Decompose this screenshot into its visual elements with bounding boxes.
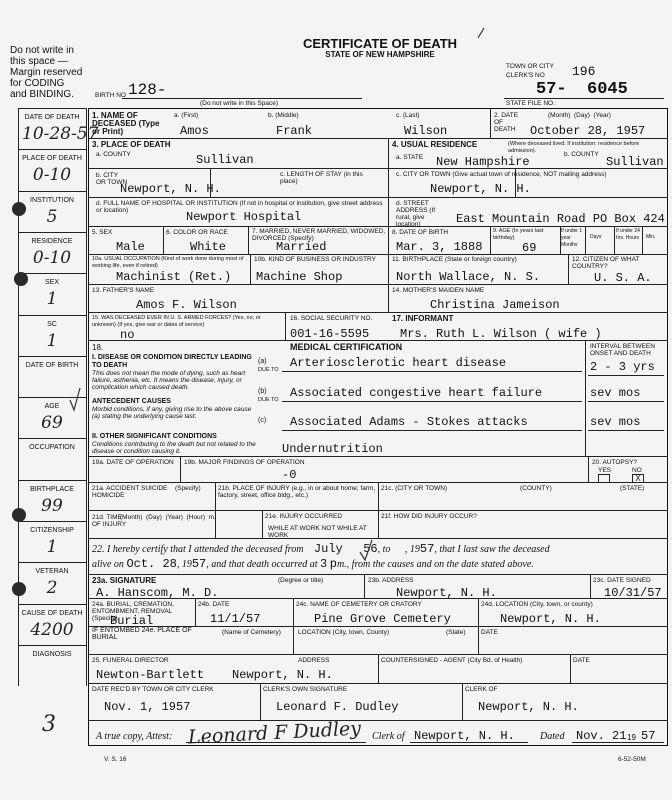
cemetery-label: 24c. NAME OF CEMETERY OR CRATORY [296,601,422,608]
burial-date-label: 24b. DATE [198,601,230,608]
autopsy-no: NO [632,467,642,474]
occupation: Machinist (Ret.) [116,270,232,284]
cause-letter: (b) [258,388,267,395]
side-value: 2 [46,578,58,599]
clerk-no-label: CLERK'S NO [506,72,545,79]
op-findings-label: 19b. MAJOR FINDINGS OF OPERATION [184,459,305,466]
side-label: RESIDENCE [31,237,73,245]
side-label: SEX [44,279,59,287]
sex: Male [116,240,145,254]
state-file-label: STATE FILE NO. [506,100,555,107]
burial-a-label: 24a. BURIAL, CREMATION, ENTOMBMENT, REMOVAL (Specify) [92,601,174,622]
citizen-label: 12. CITIZEN OF WHAT COUNTRY? [572,256,640,270]
medical-num: 18. [92,343,104,352]
ssn-label: 16. SOCIAL SECURITY NO. [290,315,373,322]
armed: no [120,328,135,342]
dod-label: 2. DATE OF DEATH [494,112,519,133]
certificate-subtitle: STATE OF NEW HAMPSHIRE [325,50,435,59]
attest-clerk-of: Clerk of [372,731,405,742]
occupation-label: 10a. USUAL OCCUPATION (Kind of work done during most of working life, even if retired) [92,256,244,269]
cemetery: Pine Grove Cemetery [314,612,451,626]
age-months-label: If under 1 year Months [561,228,583,248]
street-label: d. STREET ADDRESS (If rural, give location) [396,200,436,228]
injury-b-label: 21b. PLACE OF INJURY (e.g., in or about home, farm, factory, street, office bldg., etc.) [218,485,376,499]
medical-title: MEDICAL CERTIFICATION [290,342,403,352]
county: Sullivan [196,153,254,167]
business-label: 10b. KIND OF BUSINESS OR INDUSTRY [254,256,376,263]
mother: Christina Jameison [430,298,560,312]
birth-no-note: (Do not write in this Space) [200,100,279,107]
age: 69 [522,241,537,255]
loc2-label: LOCATION (City, town, County) [298,629,390,636]
state2-label: (State) [446,629,466,636]
part2: Undernutrition [282,442,383,456]
attest-yr-prefix: 19 [627,733,636,742]
sig-addr: Newport, N. H. [396,586,497,600]
age-hours-label: If under 24 hrs. Hours [616,228,640,241]
cause-text: Associated Adams - Stokes attacks [290,415,528,429]
date2-label: DATE [481,629,498,636]
injury-a-spec: (Specify) [175,485,201,492]
side-label: VETERAN [35,568,69,576]
middle-name: Frank [276,124,313,138]
side-value: 1 [46,537,58,557]
age-min-label: Min. [646,234,656,240]
funeral-name: Newton-Bartlett [96,668,205,682]
side-label: DATE OF BIRTH [25,361,79,369]
clerk-of: Newport, N. H. [478,700,579,714]
res-county: Sullivan [606,155,664,169]
part2-label: II. OTHER SIGNIFICANT CONDITIONS [92,433,217,440]
certify-line-1: 22. I hereby certify that I attended the deceased from July 56, to , 1957, that I last saw the deceased [92,542,550,556]
side-value: 5 [46,206,58,227]
burial-a: Burial [110,614,154,628]
funeral-addr-label: ADDRESS [298,657,330,664]
citizen: U. S. A. [594,271,652,285]
date-of-death: October 28, 1957 [530,124,646,138]
sex-label: 5. SEX [92,229,113,236]
certify-line-2: alive on Oct. 28, 1957, and that death occurred at 3 pm., from the causes and on the date stated above. [92,557,534,571]
clerk-no: 196 [572,64,596,79]
attest-town: Newport, N. H. [414,729,515,743]
side-label: PLACE OF DEATH [22,155,82,163]
funeral-date-label: DATE [573,657,590,664]
sig-addr-label: 23b. ADDRESS [368,577,414,584]
injury-c-county: (COUNTY) [520,485,552,492]
side-value: 1 [46,330,58,351]
cause-letter: (a) [258,358,267,365]
margin-note: Do not write in this space — Margin reserved for CODING and BINDING. [10,45,83,100]
res-city: Newport, N. H. [430,182,531,196]
clerk-sig: Leonard F. Dudley [276,700,399,714]
injury-a-label: 21a. ACCIDENT SUICIDE HOMICIDE [92,485,168,499]
dod-cols: (Month) (Day) (Year) [548,112,611,119]
antecedent-note: Morbid conditions, if any, giving rise to the above cause (a) stating the underlying cause last. [92,406,252,420]
side-label: AGE [44,403,60,411]
birth-no-label: BIRTH NO [95,92,126,99]
place-label: 3. PLACE OF DEATH [92,140,171,149]
entomb-label: IF ENTOMBED 24e. PLACE OF BURIAL [92,627,192,641]
age-days-label: Days [590,234,602,240]
antecedent-label: ANTECEDENT CAUSES [92,398,171,405]
birthplace: North Wallace, N. S. [396,270,541,284]
sig-date: 10/31/57 [604,586,662,600]
recd: Nov. 1, 1957 [104,700,191,714]
side-label: DIAGNOSIS [32,650,72,658]
cause-letter: (c) [258,417,267,424]
city: Newport, N. H. [120,182,221,196]
name-cem-label: (Name of Cemetery) [222,629,281,636]
side-label: SC [47,320,57,328]
bottom-mark: 3 [42,712,56,737]
injury-d-label: 21d. TIME OF INJURY [92,514,127,528]
state-label: a. STATE [396,154,424,161]
side-value: 1 [46,289,58,310]
cause-interval: 2 - 3 yrs [590,360,655,374]
name-label: 1. NAME OF DECEASED (Type or Print) [92,111,160,136]
side-value: 69 [41,413,63,434]
side-label: OCCUPATION [29,444,75,452]
footer-left: V. S. 16 [104,756,127,763]
county-label: a. COUNTY [96,151,131,158]
city-label: b. CITY OR TOWN [96,172,128,186]
certificate-title: CERTIFICATE OF DEATH [302,36,458,51]
middle-name-label: b. (Middle) [268,112,299,119]
injury-e-label: 21e. INJURY OCCURRED [265,513,343,520]
side-value: 10-28-57 [22,124,99,144]
age-label: 9. AGE (In years last birthday) [493,228,544,241]
state-file-no: 57- 6045 [536,80,628,99]
funeral-label: 25. FUNERAL DIRECTOR [92,657,169,664]
burial-loc-label: 24d. LOCATION (City, town, or county) [481,601,593,608]
degree-label: (Degree or title) [278,577,324,584]
injury-d-cols: (Month) (Day) (Year) (Hour) m. [120,514,216,521]
sig-date-label: 23c. DATE SIGNED [593,577,651,584]
state: New Hampshire [436,155,530,169]
autopsy-label: 20. AUTOPSY? [592,459,638,466]
op-findings: -0 [282,468,297,482]
mother-label: 14. MOTHER'S MAIDEN NAME [392,287,485,294]
side-value: 0-10 [32,165,72,186]
dob: Mar. 3, 1888 [396,240,483,254]
side-label: CAUSE OF DEATH [21,609,83,617]
side-value: 99 [41,495,63,516]
burial-date: 11/1/57 [210,612,261,626]
cause-interval: sev mos [590,386,641,400]
injury-e-opts: WHILE AT WORK NOT WHILE AT WORK [268,525,367,539]
informant-label: 17. INFORMANT [392,314,454,323]
res-county-label: b. COUNTY [564,151,599,158]
usual-label: 4. USUAL RESIDENCE [392,140,478,149]
street: East Mountain Road PO Box 424 [456,212,665,226]
side-label: INSTITUTION [30,196,74,204]
attest-dated: Dated [540,731,565,742]
dob-label: 8. DATE OF BIRTH [392,229,449,236]
clerk-of-label: CLERK OF [465,686,498,693]
autopsy-no-box[interactable]: X [632,474,644,483]
cause-due-to: DUE TO [258,367,279,373]
armed-label: 15. WAS DECEASED EVER IN U. S. ARMED FORCES? (Yes, no, or unknown) (If yes, give war or dates of service) [92,315,261,328]
marital-label: 7. MARRIED, NEVER MARRIED, WIDOWED, DIVORCED (Specify) [252,228,386,242]
hospital: Newport Hospital [186,210,302,224]
birth-no: 128- [128,81,167,99]
sig-label: 23a. SIGNATURE [92,576,157,585]
cause-text: Arteriosclerotic heart disease [290,356,507,370]
birthplace-label: 11. BIRTHPLACE (State or foreign country) [392,256,517,263]
part2-note: Conditions contributing to the death but not related to the disease or condition causing it. [92,441,256,455]
side-value: 0-10 [32,247,72,268]
op-date-label: 19a. DATE OF OPERATION [92,459,174,466]
attest-date: Nov. 21 [576,729,627,743]
cause-due-to: DUE TO [258,397,279,403]
interval-label: INTERVAL BETWEEN ONSET AND DEATH [590,343,655,357]
stay-label: c. LENGTH OF STAY (in this place) [280,171,363,185]
part1-label: I. DISEASE OR CONDITION DIRECTLY LEADING TO DEATH [92,354,252,369]
first-name: Amos [180,124,209,138]
burial-loc: Newport, N. H. [500,612,601,626]
injury-c-label: 21c. (CITY OR TOWN) [381,485,448,492]
last-name: Wilson [404,124,448,138]
race: White [190,240,227,254]
father: Amos F. Wilson [136,298,237,312]
cause-interval: sev mos [590,415,641,429]
business: Machine Shop [256,270,343,284]
attest-prefix: A true copy, Attest: [96,731,173,742]
side-value: 4200 [30,619,74,640]
side-label: DATE OF DEATH [24,114,80,121]
countersigned-label: COUNTERSIGNED - AGENT (City Bd. of Health) [381,657,523,664]
marital: Married [276,240,327,254]
informant: Mrs. Ruth L. Wilson ( wife ) [400,327,602,341]
usual-note: (Where deceased lived. If institution: residence before admission). [508,141,640,154]
recd-label: DATE REC'D BY TOWN OR CITY CLERK [92,686,214,693]
attest-year: 57 [641,729,656,743]
funeral-addr: Newport, N. H. [232,668,333,682]
father-label: 13. FATHER'S NAME [92,287,155,294]
footer-right: 6-52-50M [618,756,646,763]
clerk-sig-label: CLERK'S OWN SIGNATURE [263,686,348,693]
ssn: 001-16-5595 [290,327,370,341]
side-label: CITIZENSHIP [30,527,74,534]
res-city-label: c. CITY OR TOWN (Give actual town of residence, NOT mailing address) [396,171,607,178]
part1-note: This does not mean the mode of dying, such as heart failure, asthenia, etc. It means the disease, injury, or complication which caused death. [92,370,246,391]
last-name-label: c. (Last) [396,112,420,119]
cause-text: Associated congestive heart failure [290,386,543,400]
town-label: TOWN OR CITY [506,63,554,70]
injury-f-label: 21f. HOW DID INJURY OCCUR? [381,513,477,520]
injury-c-state: (STATE) [620,485,645,492]
side-label: BIRTHPLACE [30,485,74,493]
hospital-label: d. FULL NAME OF HOSPITAL OR INSTITUTION (If not in hospital or institution, give street address or location) [96,200,383,214]
race-label: 6. COLOR OR RACE [166,229,228,236]
signer: A. Hanscom, M. D. [96,586,219,600]
first-name-label: a. (First) [174,112,199,119]
autopsy-yes: YES [598,467,612,474]
attest-signature: Leonard F Dudley [187,717,362,749]
